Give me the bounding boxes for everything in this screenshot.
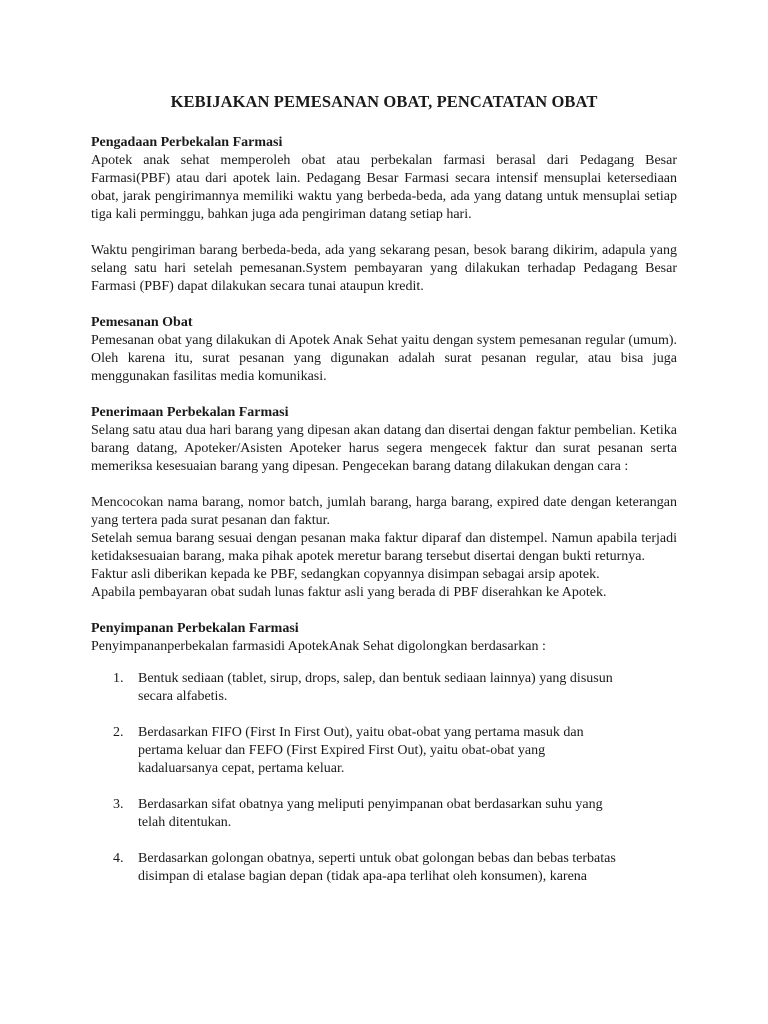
document-title: KEBIJAKAN PEMESANAN OBAT, PENCATATAN OBAT — [170, 92, 598, 111]
list-item — [91, 670, 677, 706]
section-heading: Penyimpanan Perbekalan Farmasi — [91, 621, 299, 636]
section-penyimpanan — [91, 620, 677, 886]
list-item-text: Berdasarkan FIFO (First In First Out), yaitu obat-obat yang pertama masuk dan pertama keluar dan FEFO (First Expired First Out), yaitu obat-obat yang kadaluarsanya cepat, pertama keluar. — [138, 725, 584, 776]
section-pengadaan — [91, 134, 677, 296]
list-item — [91, 796, 677, 832]
section-penerimaan — [91, 404, 677, 602]
paragraph: Setelah semua barang sesuai dengan pesanan maka faktur diparaf dan distempel. Namun apabila terjadi ketidaksesuaian barang, maka pihak apotek meretur barang tersebut disertai dengan bukti returnya. — [91, 531, 677, 564]
list-item-text: Berdasarkan golongan obatnya, seperti untuk obat golongan bebas dan bebas terbatas disimpan di etalase bagian depan (tidak apa-apa terlihat oleh konsumen), karena — [138, 851, 616, 884]
section-heading: Penerimaan Perbekalan Farmasi — [91, 405, 289, 420]
section-pemesanan — [91, 314, 677, 386]
paragraph: Penyimpananperbekalan farmasidi ApotekAnak Sehat digolongkan berdasarkan : — [91, 639, 546, 654]
paragraph: Waktu pengiriman barang berbeda-beda, ada yang sekarang pesan, besok barang dikirim, adapula yang selang satu hari setelah pemesanan.System pembayaran yang dilakukan terhadap Pedagang Besar Farmasi (PBF) dapat dilakukan secara tunai ataupun kredit. — [91, 243, 677, 294]
list-item-number: 2. — [113, 725, 124, 740]
section-heading: Pengadaan Perbekalan Farmasi — [91, 135, 283, 150]
paragraph: Apabila pembayaran obat sudah lunas faktur asli yang berada di PBF diserahkan ke Apotek. — [91, 585, 607, 600]
list-item — [91, 850, 677, 886]
list-item-text: Berdasarkan sifat obatnya yang meliputi penyimpanan obat berdasarkan suhu yang telah ditentukan. — [138, 797, 603, 830]
paragraph: Selang satu atau dua hari barang yang dipesan akan datang dan disertai dengan faktur pembelian. Ketika barang datang, Apoteker/Asisten Apoteker harus segera mengecek faktur dan surat pesanan serta memeriksa kesesuaian barang yang dipesan. Pengecekan barang datang dilakukan dengan cara : — [91, 423, 677, 474]
list-item — [91, 724, 677, 778]
list-item-number: 3. — [113, 797, 124, 812]
list-item-number: 1. — [113, 671, 124, 686]
numbered-list — [91, 670, 677, 886]
section-heading: Pemesanan Obat — [91, 315, 193, 330]
paragraph: Mencocokan nama barang, nomor batch, jumlah barang, harga barang, expired date dengan keterangan yang tertera pada surat pesanan dan faktur. — [91, 495, 677, 528]
paragraph: Pemesanan obat yang dilakukan di Apotek Anak Sehat yaitu dengan system pemesanan regular (umum). Oleh karena itu, surat pesanan yang digunakan adalah surat pesanan regular, atau bisa juga menggunakan fasilitas media komunikasi. — [91, 333, 677, 384]
list-item-number: 4. — [113, 851, 124, 866]
paragraph: Apotek anak sehat memperoleh obat atau perbekalan farmasi berasal dari Pedagang Besar Farmasi(PBF) atau dari apotek lain. Pedagang Besar Farmasi secara intensif mensuplai ketersediaan obat, jarak pengirimannya memiliki waktu yang berbeda-beda, ada yang datang untuk mensuplai setiap tiga kali perminggu, bahkan juga ada pengiriman datang setiap hari. — [91, 153, 677, 222]
paragraph: Faktur asli diberikan kepada ke PBF, sedangkan copyannya disimpan sebagai arsip apotek. — [91, 567, 600, 582]
list-item-text: Bentuk sediaan (tablet, sirup, drops, salep, dan bentuk sediaan lainnya) yang disusun secara alfabetis. — [138, 671, 613, 704]
